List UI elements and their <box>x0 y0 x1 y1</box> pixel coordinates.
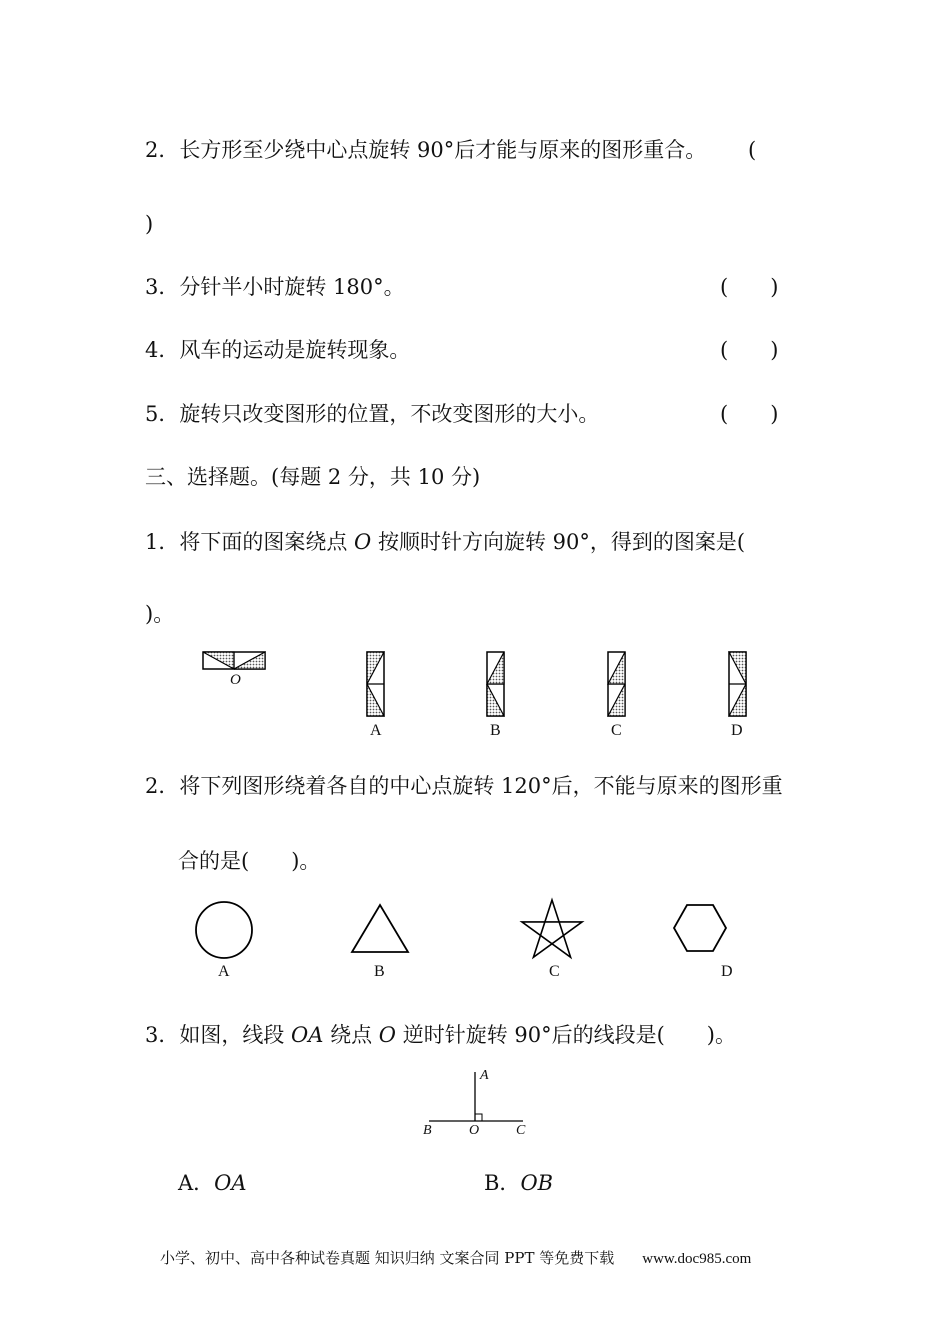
mc-q2-line2: 合的是( )。 <box>178 849 321 873</box>
mc-q3-text-b: 绕点 <box>323 1023 379 1047</box>
mc-q3-text <box>145 1025 736 1046</box>
q3-tf-text: 3．分针半小时旋转 180°。 <box>145 275 405 299</box>
mc-q3-choice-b-value: OB <box>520 1171 554 1195</box>
mc-q3-figure <box>420 1066 530 1126</box>
mc-q3-choice-a-value: OA <box>214 1171 247 1195</box>
mc-q1-option-a-label[interactable]: A <box>370 722 382 739</box>
mc-q1-option-c-figure[interactable] <box>608 652 625 716</box>
mc-q1-option-a-figure[interactable] <box>367 652 384 716</box>
q2-tf-text: 2．长方形至少绕中心点旋转 90°后才能与原来的图形重合。 <box>145 138 707 162</box>
mc-q1-option-c-label[interactable]: C <box>611 722 622 739</box>
mc-q3-label-c: C <box>516 1123 526 1138</box>
mc-q3-label-o: O <box>469 1123 480 1138</box>
mc-q3-text-a: 3．如图，线段 <box>145 1023 292 1047</box>
mc-q1-text-a: 1．将下面的图案绕点 <box>145 530 355 554</box>
q5-tf-blank[interactable]: ( ) <box>720 402 779 426</box>
mc-q3-label-a: A <box>480 1068 489 1083</box>
mc-q3-choice-a[interactable] <box>178 1173 247 1194</box>
mc-q1-option-d-label[interactable]: D <box>731 722 743 739</box>
mc-q2-option-b-label[interactable]: B <box>374 963 385 980</box>
q3-tf-blank[interactable]: ( ) <box>720 275 779 299</box>
footer-url[interactable]: www.doc985.com <box>642 1251 752 1267</box>
mc-q2-hexagon-shape[interactable] <box>674 905 726 951</box>
section3-heading: 三、选择题。(每题 2 分，共 10 分) <box>145 465 481 489</box>
mc-q3-text-c: 逆时针旋转 90°后的线段是( )。 <box>396 1023 736 1047</box>
mc-q2-star-shape[interactable] <box>522 900 582 957</box>
mc-q3-seg: OA <box>291 1023 324 1047</box>
q2-tf-open-paren: ( <box>748 138 757 162</box>
mc-q2-option-d-label[interactable]: D <box>721 963 733 980</box>
mc-q1-option-b-figure[interactable] <box>487 652 504 716</box>
mc-q3-choice-b-prefix: B． <box>484 1171 521 1195</box>
mc-q3-choice-a-prefix: A． <box>178 1171 215 1195</box>
mc-q1-point: O <box>354 530 372 554</box>
mc-q3-point: O <box>378 1023 397 1047</box>
mc-q1-option-d-figure[interactable] <box>729 652 746 716</box>
mc-q1-original-pattern <box>203 652 265 669</box>
q5-tf-text: 5．旋转只改变图形的位置，不改变图形的大小。 <box>145 402 600 426</box>
mc-q1-origin-label: O <box>230 672 241 688</box>
mc-q2-figures <box>185 895 775 965</box>
mc-q1-line2: )。 <box>145 602 175 626</box>
page-footer <box>160 1247 751 1268</box>
q4-tf-text: 4．风车的运动是旋转现象。 <box>145 338 411 362</box>
mc-q2-option-a-label[interactable]: A <box>218 963 230 980</box>
mc-q2-line1: 2．将下列图形绕着各自的中心点旋转 120°后，不能与原来的图形重 <box>145 774 783 798</box>
mc-q1-option-b-label[interactable]: B <box>490 722 501 739</box>
mc-q3-label-b: B <box>423 1123 432 1138</box>
footer-text: 小学、初中、高中各种试卷真题 知识归纳 文案合同 PPT 等免费下载 <box>160 1249 615 1267</box>
mc-q2-triangle-shape[interactable] <box>352 905 408 952</box>
mc-q1-text <box>145 532 745 553</box>
q4-tf-blank[interactable]: ( ) <box>720 338 779 362</box>
q2-tf-close-paren: ) <box>145 212 154 236</box>
mc-q1-text-b: 按顺时针方向旋转 90°，得到的图案是( <box>371 530 746 554</box>
mc-q3-choice-b[interactable] <box>484 1173 553 1194</box>
mc-q2-option-c-label[interactable]: C <box>549 963 560 980</box>
mc-q2-circle-shape[interactable] <box>196 902 252 958</box>
